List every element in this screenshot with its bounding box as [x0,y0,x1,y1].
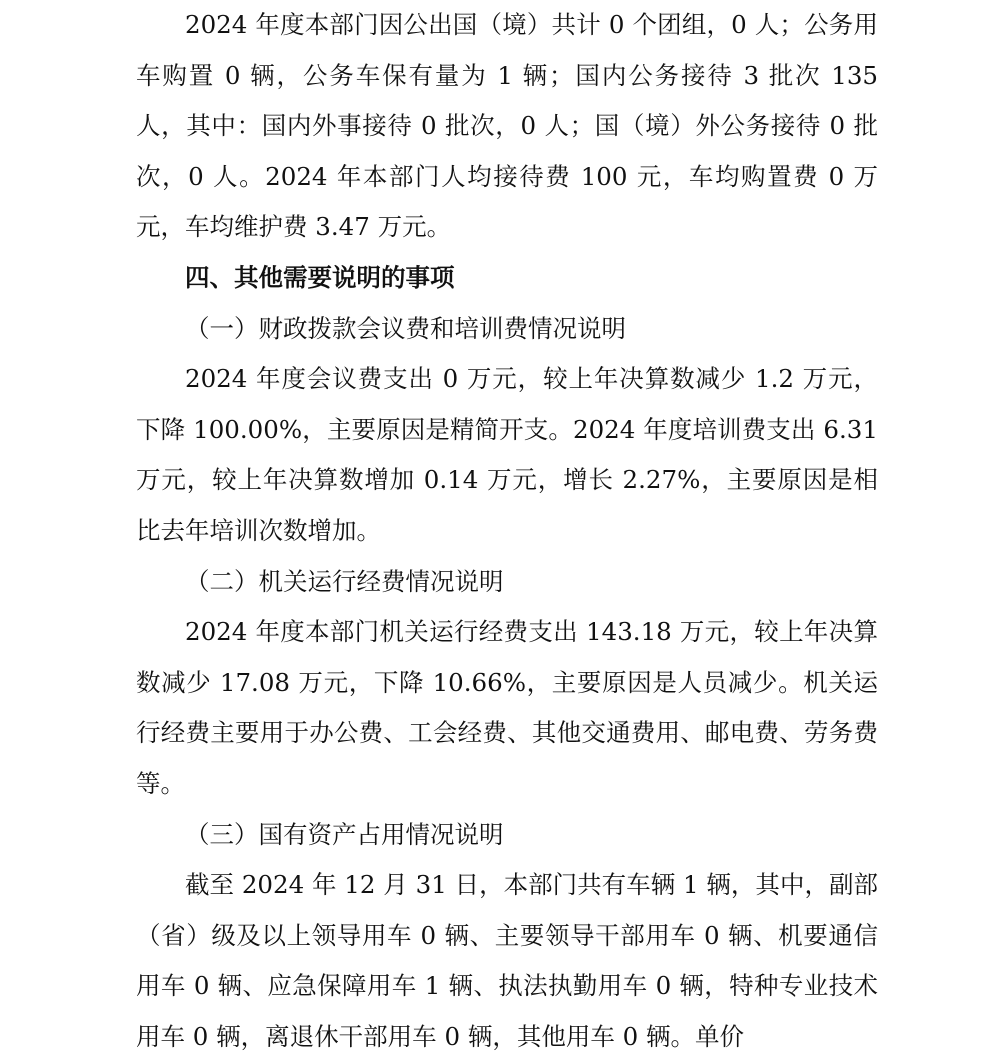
paragraph-meeting-training-fees: 2024 年度会议费支出 0 万元，较上年决算数减少 1.2 万元，下降 100.00%，主要原因是精简开支。2024 年度培训费支出 6.31 万元，较上年决算数增加 0.14 万元，增长 2.27%，主要原因是相比去年培训次数增加。 [136,364,878,545]
subheading-operating-expenses: （二）机关运行经费情况说明 [185,566,504,596]
subheading-state-assets: （三）国有资产占用情况说明 [185,819,504,849]
intro-paragraph: 2024 年度本部门因公出国（境）共计 0 个团组，0 人；公务用车购置 0 辆，公务车保有量为 1 辆；国内公务接待 3 批次 135 人，其中：国内外事接待 0 批次，0 人；国（境）外公务接待 0 批次，0 人。2024 年本部门人均接待费 100 元，车均购置费 0 万元，车均维护费 3.47 万元。 [136,10,878,242]
paragraph-operating-expenses: 2024 年度本部门机关运行经费支出 143.18 万元，较上年决算数减少 17.08 万元，下降 10.66%，主要原因是人员减少。机关运行经费主要用于办公费、工会经费、其他交通费用、邮电费、劳务费等。 [136,617,878,798]
document-page [136,0,878,1062]
paragraph-state-assets: 截至 2024 年 12 月 31 日，本部门共有车辆 1 辆，其中，副部（省）级及以上领导用车 0 辆、主要领导干部用车 0 辆、机要通信用车 0 辆、应急保障用车 1 辆、执法执勤用车 0 辆，特种专业技术用车 0 辆，离退休干部用车 0 辆，其他用车 0 辆。单价 [136,870,878,1051]
subheading-meeting-training-fees: （一）财政拨款会议费和培训费情况说明 [185,313,626,343]
section-heading-other-matters: 四、其他需要说明的事项 [185,262,455,292]
